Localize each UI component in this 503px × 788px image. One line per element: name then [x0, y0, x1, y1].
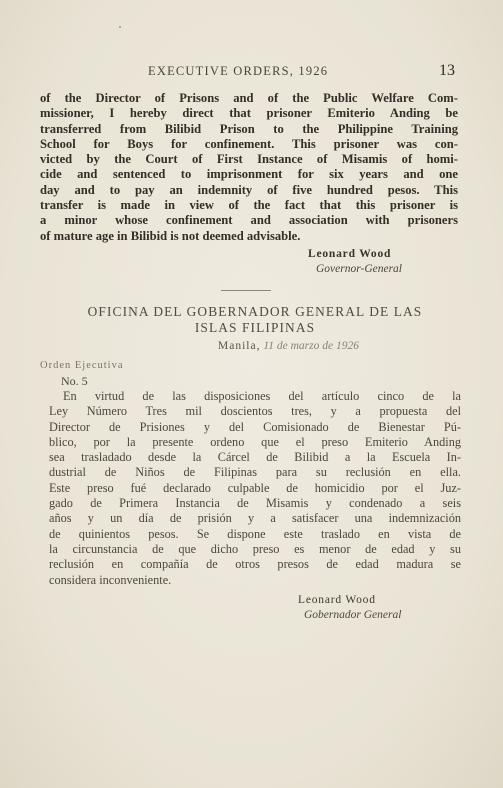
english-line: School for Boys for confinement. This prisoner was con-: [40, 136, 458, 151]
spanish-line: reclusión en compañía de otros presos de edad madura se: [49, 557, 461, 572]
english-line: a minor whose confinement and association with prisoners: [40, 213, 458, 228]
spanish-order-text: [49, 389, 461, 588]
place-date: [218, 340, 359, 352]
english-line: of the Director of Prisons and of the Public Welfare Com-: [40, 91, 458, 105]
spanish-line: blico, por la presente ordeno que el preso Emiterio Anding: [49, 434, 461, 449]
english-order-text: [40, 91, 458, 244]
spanish-line: En virtud de las disposiciones del artículo cinco de la: [63, 389, 461, 403]
english-line: day and to pay an indemnity of five hundred pesos. This: [40, 182, 458, 197]
running-header: [40, 62, 455, 82]
spanish-line: Ley Número Tres mil doscientos tres, y a propuesta del: [49, 404, 461, 419]
english-line: transferred from Bilibid Prison to the Philippine Training: [40, 121, 458, 136]
english-line: cide and sentenced to imprisonment for six years and one: [40, 167, 458, 182]
spanish-heading: [40, 304, 470, 336]
spanish-line: años y un día de prisión y a satisfacer una indemnización: [49, 511, 461, 526]
english-signature-name: Leonard Wood: [308, 248, 392, 260]
spanish-line: Director de Prisiones y del Comisionado de Bienestar Pú-: [49, 419, 461, 434]
page-number: 13: [439, 62, 455, 79]
spanish-line: gado de Primera Instancia de Misamis y condenado a seis: [49, 496, 461, 511]
english-line: victed by the Court of First Instance of Misamis of homi-: [40, 152, 458, 167]
spanish-heading-line: OFICINA DEL GOBERNADOR GENERAL DE LAS: [87, 304, 423, 319]
spanish-line: Este preso fué declarado culpable de homicidio por el Juz-: [49, 480, 461, 495]
spanish-signature-title: Gobernador General: [304, 609, 402, 621]
spanish-heading-line: ISLAS FILIPINAS: [194, 320, 316, 335]
spanish-line: la circunstancia de que dicho preso es menor de edad y su: [49, 541, 461, 556]
spanish-line: dustrial de Niños de Filipinas para su reclusión en ella.: [49, 465, 461, 480]
spanish-line: sea trasladado desde la Cárcel de Bilibid a la Escuela In-: [49, 450, 461, 465]
english-line: missioner, I hereby direct that prisoner Emiterio Anding be: [40, 106, 458, 121]
date: 11 de marzo de 1926: [263, 340, 359, 352]
english-line: of mature age in Bilibid is not deemed advisable.: [40, 228, 301, 243]
spanish-signature-name: Leonard Wood: [298, 594, 376, 606]
spanish-line: considera inconveniente.: [49, 572, 172, 587]
paper-speck: [119, 26, 121, 28]
english-signature-title: Governor-General: [316, 263, 402, 275]
english-line: transfer is made in view of the fact that this prisoner is: [40, 198, 458, 213]
running-title: EXECUTIVE ORDERS, 1926: [148, 64, 329, 78]
place: Manila,: [218, 340, 261, 352]
order-label: Orden Ejecutiva: [40, 360, 124, 371]
section-divider: [221, 290, 271, 291]
spanish-line: de quinientos pesos. Se dispone este traslado en vista de: [49, 526, 461, 541]
order-number: No. 5: [61, 374, 88, 388]
